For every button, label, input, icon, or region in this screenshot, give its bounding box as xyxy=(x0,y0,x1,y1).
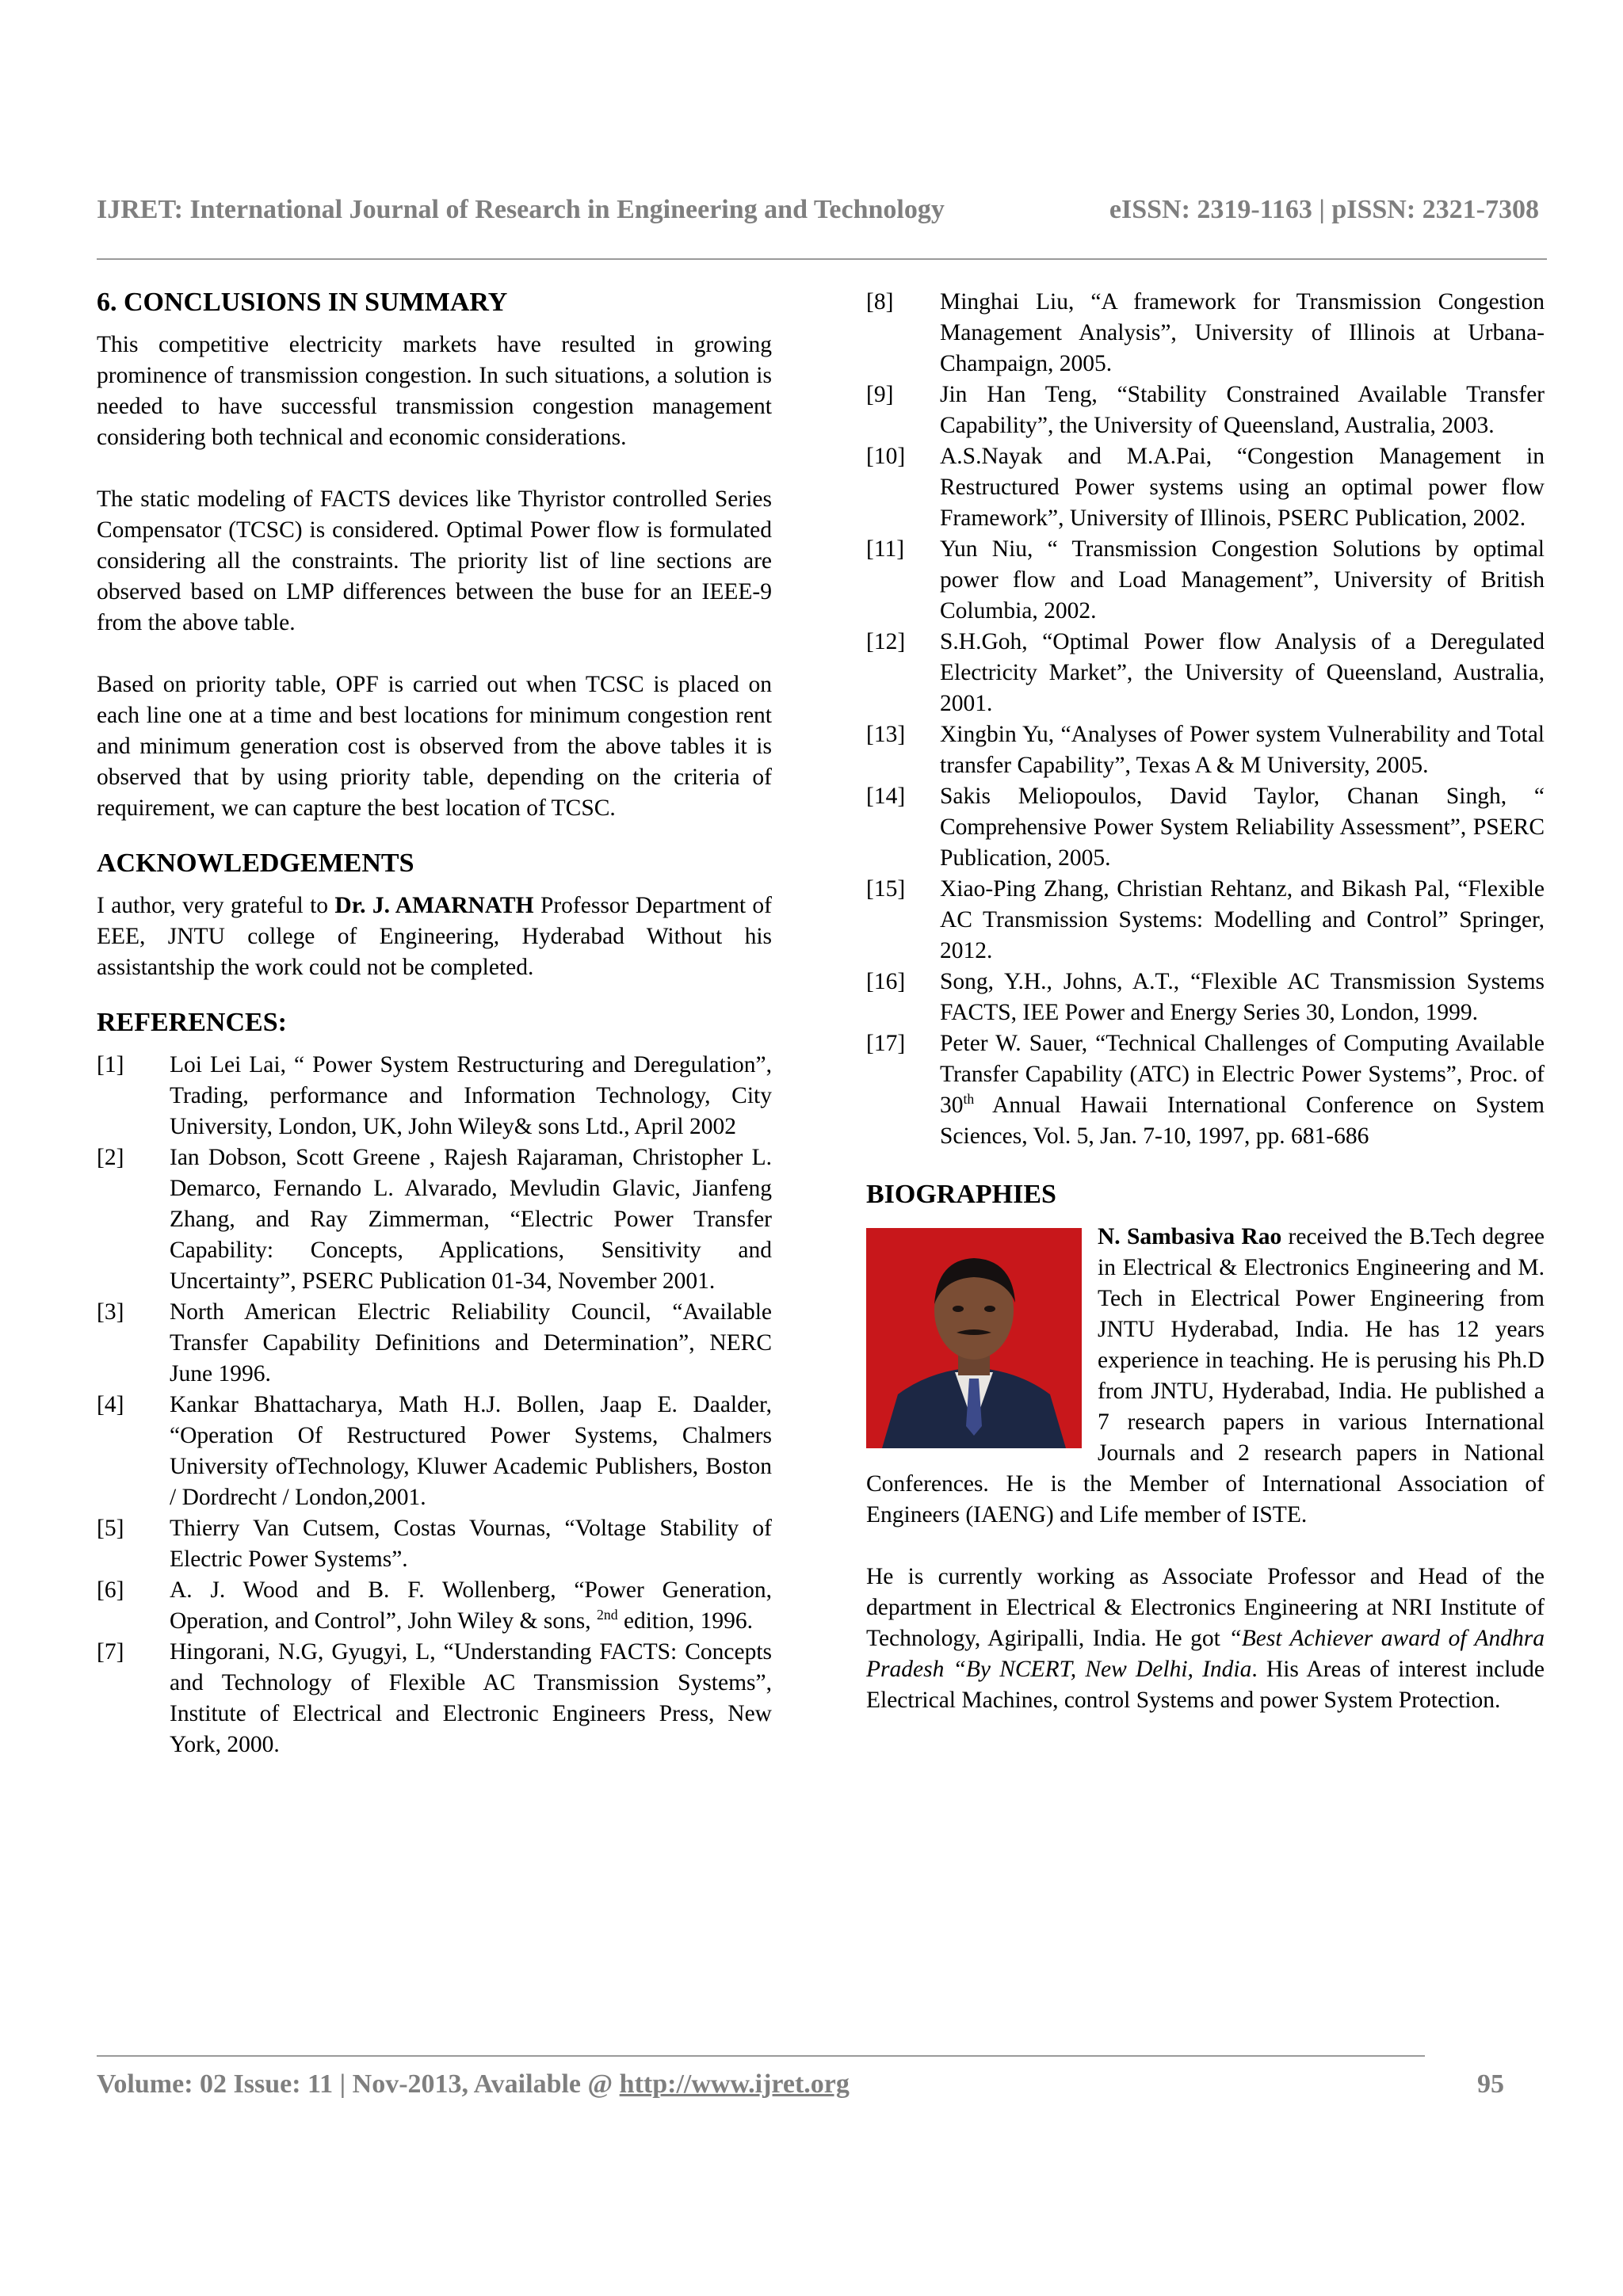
conclusions-paragraph-2: The static modeling of FACTS devices like Thyristor controlled Series Compensator (TCSC) is considered. Optimal Power flow is formulated considering all the constraints. The priority list of line sections are observed based on LMP differences between the buse for an IEEE-9 from the above table. xyxy=(97,486,772,635)
reference-text: Minghai Liu, “A framework for Transmission Congestion Management Analysis”, University of Illinois at Urbana-Champaign, 2005. xyxy=(940,289,1545,376)
journal-title: IJRET: International Journal of Research in Engineering and Technology xyxy=(97,195,945,224)
reference-number: [11] xyxy=(866,536,905,562)
reference-text: Hingorani, N.G, Gyugyi, L, “Understanding FACTS: Concepts and Technology of Flexible AC Transmission Systems”, Institute of Electrical and Electronic Engineers Press, New York, 2000. xyxy=(170,1639,772,1757)
references-list-right xyxy=(866,287,1545,1152)
reference-text: Thierry Van Cutsem, Costas Vournas, “Voltage Stability of Electric Power Systems”. xyxy=(170,1516,772,1572)
reference-number: [17] xyxy=(866,1031,906,1056)
conclusions-paragraph-3: Based on priority table, OPF is carried out when TCSC is placed on each line one at a time and best locations for minimum congestion rent and minimum generation cost is observed from the above tables it is observed that by using priority table, depending on the criteria of requirement, we can capture the best location of TCSC. xyxy=(97,672,772,821)
reference-text-post: edition, 1996. xyxy=(617,1608,754,1634)
reference-number: [12] xyxy=(866,629,906,654)
biography-text-post: . His Areas of interest include Electrical Machines, control Systems and power System Protection. xyxy=(866,1657,1545,1713)
acknowledgements-heading: ACKNOWLEDGEMENTS xyxy=(97,849,414,878)
reference-item xyxy=(866,874,1545,967)
reference-number: [15] xyxy=(866,876,906,902)
award-text: “Best Achiever award of Andhra Pradesh “By NCERT, New Delhi, India xyxy=(866,1626,1545,1682)
acknowledgements-paragraph xyxy=(97,891,772,983)
reference-number: [1] xyxy=(97,1052,124,1077)
reference-text: Loi Lei Lai, “ Power System Restructuring and Deregulation”, Trading, performance and Information Technology, City University, London, UK, John Wiley& sons Ltd., April 2002 xyxy=(170,1052,772,1139)
reference-number: [16] xyxy=(866,969,906,994)
reference-number: [10] xyxy=(866,444,906,469)
reference-number: [6] xyxy=(97,1577,124,1603)
header-divider xyxy=(97,258,1547,260)
references-list-left xyxy=(97,1050,772,1760)
conclusions-paragraph-1: This competitive electricity markets have resulted in growing prominence of transmission congestion. In such situations, a solution is needed to have successful transmission congestion management considering both technical and economic considerations. xyxy=(97,332,772,450)
author-portrait-image xyxy=(866,1228,1082,1448)
reference-item xyxy=(97,1050,772,1142)
reference-number: [9] xyxy=(866,382,894,407)
reference-number: [14] xyxy=(866,784,906,809)
reference-number: [4] xyxy=(97,1392,124,1417)
reference-number: [5] xyxy=(97,1516,124,1541)
reference-text: North American Electric Reliability Council, “Available Transfer Capability Definitions and Determination”, NERC June 1996. xyxy=(170,1299,772,1386)
biography-paragraph-2 xyxy=(866,1562,1545,1716)
page-header xyxy=(97,195,1539,225)
reference-text-pre: A. J. Wood and B. F. Wollenberg, “Power Generation, Operation, and Control”, John Wiley & sons, xyxy=(170,1577,772,1634)
author-photo xyxy=(866,1228,1082,1448)
reference-number: [2] xyxy=(97,1145,124,1170)
reference-item xyxy=(866,534,1545,627)
reference-text: Xingbin Yu, “Analyses of Power system Vulnerability and Total transfer Capability”, Texas A & M University, 2005. xyxy=(940,722,1545,778)
reference-text: Kankar Bhattacharya, Math H.J. Bollen, Jaap E. Daalder, “Operation Of Restructured Power Systems, Chalmers University ofTechnology, Kluwer Academic Publishers, Boston / Dordrecht / London,2001. xyxy=(170,1392,772,1510)
reference-text: Xiao-Ping Zhang, Christian Rehtanz, and Bikash Pal, “Flexible AC Transmission Systems: Modelling and Control” Springer, 2012. xyxy=(940,876,1545,963)
biography-text-pre: He is currently working as Associate Professor and Head of the department in Electrical & Electronics Engineering at NRI Institute of Technology, Agiripalli, India. He got xyxy=(866,1564,1545,1651)
reference-text: Jin Han Teng, “Stability Constrained Available Transfer Capability”, the University of Queensland, Australia, 2003. xyxy=(940,382,1545,438)
reference-item xyxy=(866,379,1545,441)
reference-item xyxy=(866,719,1545,781)
reference-text: Yun Niu, “ Transmission Congestion Solutions by optimal power flow and Load Management”, University of British Columbia, 2002. xyxy=(940,536,1545,624)
reference-item xyxy=(97,1575,772,1637)
reference-item xyxy=(97,1390,772,1513)
reference-text xyxy=(170,1575,772,1637)
ack-text-post: Professor Department of EEE, JNTU college of Engineering, Hyderabad Without his assistantship the work could not be completed. xyxy=(97,893,772,980)
ack-text-pre: I author, very grateful to xyxy=(97,893,335,918)
reference-text: Song, Y.H., Johns, A.T., “Flexible AC Transmission Systems FACTS, IEE Power and Energy Series 30, London, 1999. xyxy=(940,969,1545,1025)
reference-item xyxy=(866,781,1545,874)
footer-volume-text: Volume: 02 Issue: 11 | Nov-2013, Available @ xyxy=(97,2069,620,2099)
reference-text xyxy=(940,1028,1545,1152)
reference-item xyxy=(97,1142,772,1297)
page-footer xyxy=(97,2069,1504,2100)
footer-volume-info xyxy=(97,2069,850,2100)
reference-item xyxy=(866,287,1545,379)
author-name: N. Sambasiva Rao xyxy=(1098,1224,1282,1249)
reference-item xyxy=(97,1637,772,1760)
page-number: 95 xyxy=(1477,2069,1504,2099)
reference-item xyxy=(97,1297,772,1390)
reference-text: Sakis Meliopoulos, David Taylor, Chanan Singh, “ Comprehensive Power System Reliability Assessment”, PSERC Publication, 2005. xyxy=(940,784,1545,871)
superscript: 2nd xyxy=(597,1607,618,1623)
reference-text: Ian Dobson, Scott Greene , Rajesh Rajaraman, Christopher L. Demarco, Fernando L. Alvarado, Mevludin Glavic, Jianfeng Zhang, and Ray Zimmerman, “Electric Power Transfer Capability: Concepts, Applications, Sensitivity and Uncertainty”, PSERC Publication 01-34, November 2001. xyxy=(170,1145,772,1294)
biography xyxy=(866,1222,1545,1716)
reference-item xyxy=(866,627,1545,719)
ack-name: Dr. J. AMARNATH xyxy=(334,893,534,918)
journal-url-link[interactable]: http://www.ijret.org xyxy=(619,2069,850,2099)
reference-text: A.S.Nayak and M.A.Pai, “Congestion Management in Restructured Power systems using an optimal power flow Framework”, University of Illinois, PSERC Publication, 2002. xyxy=(940,444,1545,531)
biographies-heading: BIOGRAPHIES xyxy=(866,1180,1056,1209)
references-heading: REFERENCES: xyxy=(97,1008,287,1037)
reference-text: S.H.Goh, “Optimal Power flow Analysis of a Deregulated Electricity Market”, the University of Queensland, Australia, 2001. xyxy=(940,629,1545,716)
reference-number: [13] xyxy=(866,722,906,747)
reference-number: [7] xyxy=(97,1639,124,1665)
conclusions-heading: 6. CONCLUSIONS IN SUMMARY xyxy=(97,288,508,317)
biography-text: received the B.Tech degree in Electrical & Electronics Engineering and M. Tech in Electrical Power Engineering from JNTU Hyderabad, India. He has 12 years experience in teaching. He is perusing his Ph.D from JNTU, Hyderabad, India. He published a 7 research papers in various International Journals and 2 research papers in National Conferences. He is the Member of International Association of Engineers (IAENG) and Life member of ISTE. xyxy=(866,1224,1545,1527)
issn: eISSN: 2319-1163 | pISSN: 2321-7308 xyxy=(1109,195,1539,224)
footer-divider xyxy=(97,2055,1425,2057)
reference-item xyxy=(97,1513,772,1575)
reference-item xyxy=(866,1028,1545,1152)
reference-item xyxy=(866,967,1545,1028)
reference-item xyxy=(866,441,1545,534)
reference-number: [8] xyxy=(866,289,894,315)
reference-number: [3] xyxy=(97,1299,124,1325)
right-column xyxy=(866,287,1545,1747)
reference-text-pre: Peter W. Sauer, “Technical Challenges of Computing Available Transfer Capability (ATC) in Electric Power Systems”, Proc. of 30 xyxy=(940,1031,1545,1118)
superscript: th xyxy=(963,1091,975,1108)
left-column xyxy=(97,287,772,1760)
reference-text-post: Annual Hawaii International Conference on System Sciences, Vol. 5, Jan. 7-10, 1997, pp. 681-686 xyxy=(940,1093,1545,1149)
